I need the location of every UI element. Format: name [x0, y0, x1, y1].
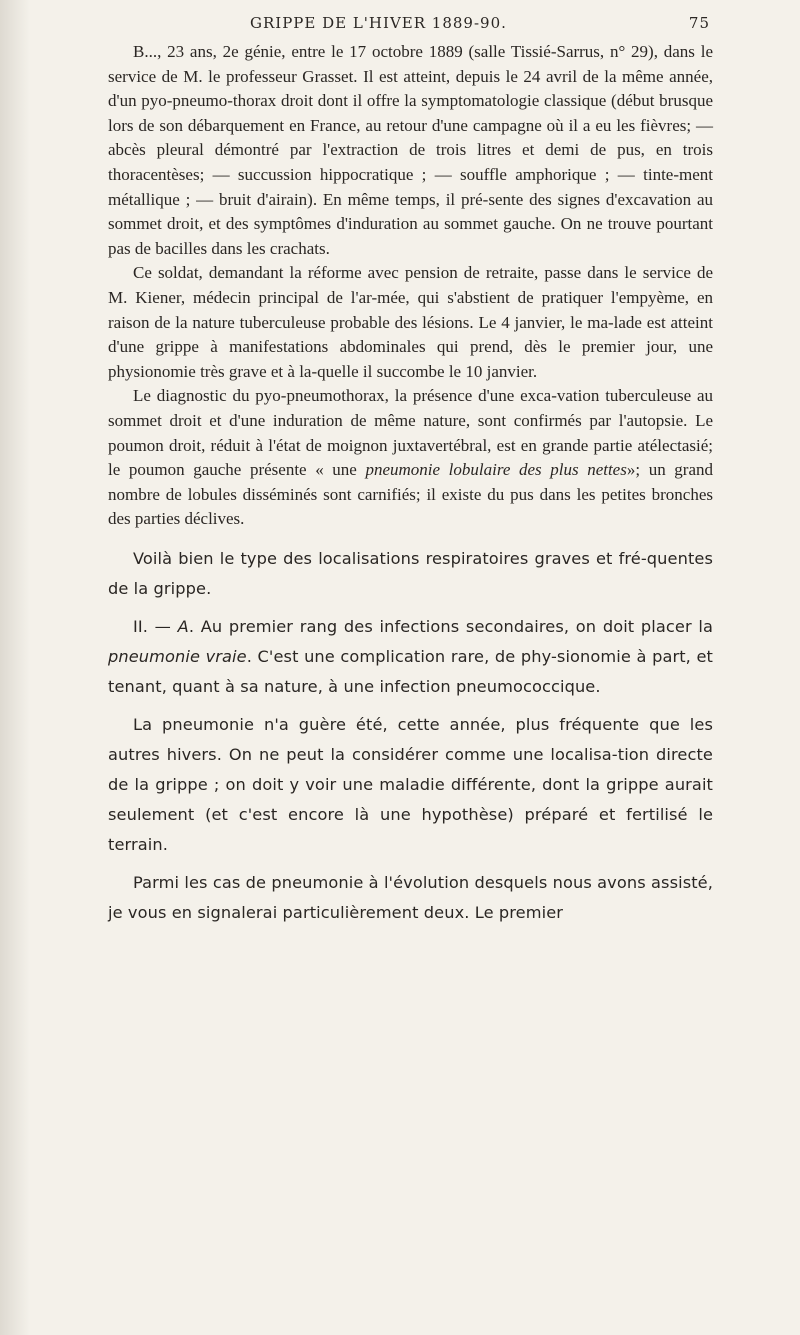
discussion-paragraph-1: Voilà bien le type des localisations respiratoires graves et fré-quentes de la grippe. [108, 548, 713, 598]
case-text: Le diagnostic du pyo-pneumothorax, la présence d'une exca-vation tuberculeuse au sommet droit et d'une induration de même nature, sont confirmés par l'autopsie. Le poumon droit, réduit à l'état de moignon juxtavertébral, est en grande partie atélectasié; le poumon gauche présente « une [108, 386, 713, 480]
discussion-text: . Au premier rang des infections secondaires, on doit placer la [188, 616, 713, 636]
case-paragraph-1: B..., 23 ans, 2e génie, entre le 17 octobre 1889 (salle Tissié-Sarrus, n° 29), dans le service de M. le professeur Grasset. Il est atteint, depuis le 24 avril de la même année, d'un pyo-pneumo-thorax droit dont il offre la symptomatologie classique (début brusque lors de son débarquement en France, au retour d'une campagne où il a eu les fièvres; — abcès pleural démontré par l'extraction de trois litres et demi de pus, en trois thoracentèses; — succussion hippocratique ; — souffle amphorique ; — tinte-ment métallique ; — bruit d'airain). En même temps, il pré-sente des signes d'excavation au sommet droit, et des symptômes d'induration au sommet gauche. On ne trouve pourtant pas de bacilles dans les crachats. [108, 42, 713, 258]
discussion-paragraph-2 [108, 612, 713, 702]
case-report [108, 40, 713, 532]
case-paragraph-2: Ce soldat, demandant la réforme avec pension de retraite, passe dans le service de M. Kiener, médecin principal de l'ar-mée, qui s'abstient de pratiquer l'empyème, en raison de la nature tuberculeuse probable des lésions. Le 4 janvier, le ma-lade est atteint d'une grippe à manifestations abdominales qui prend, dès le premier jour, une physionomie très grave et à la-quelle il succombe le 10 janvier. [108, 263, 713, 381]
body-text [108, 40, 713, 936]
case-text: »; un grand nombre de lobules disséminés sont carnifiés; il existe du pus dans les petites bronches des parties déclives. [108, 460, 714, 529]
italic-phrase: pneumonie vraie [108, 646, 247, 666]
binding-shadow [0, 0, 30, 1335]
page-number: 75 [688, 14, 710, 32]
italic-phrase: pneumonie lobulaire des plus nettes [365, 460, 627, 480]
section-marker: II. — [133, 616, 178, 636]
section-letter: A [177, 616, 189, 636]
discussion [108, 544, 713, 928]
discussion-paragraph-4: Parmi les cas de pneumonie à l'évolution desquels nous avons assisté, je vous en signalerai particulièrement deux. Le premier [108, 872, 713, 922]
discussion-text: . C'est une complication rare, de phy-sionomie à part, et tenant, quant à sa nature, à une infection pneumococcique. [108, 646, 713, 696]
running-head [250, 14, 710, 32]
case-paragraph-3 [108, 384, 713, 532]
discussion-paragraph-3: La pneumonie n'a guère été, cette année, plus fréquente que les autres hivers. On ne peut la considérer comme une localisa-tion directe de la grippe ; on doit y voir une maladie différente, dont la grippe aurait seulement (et c'est encore là une hypothèse) préparé et fertilisé le terrain. [108, 714, 713, 854]
running-title: GRIPPE DE L'HIVER 1889-90. [250, 14, 507, 32]
